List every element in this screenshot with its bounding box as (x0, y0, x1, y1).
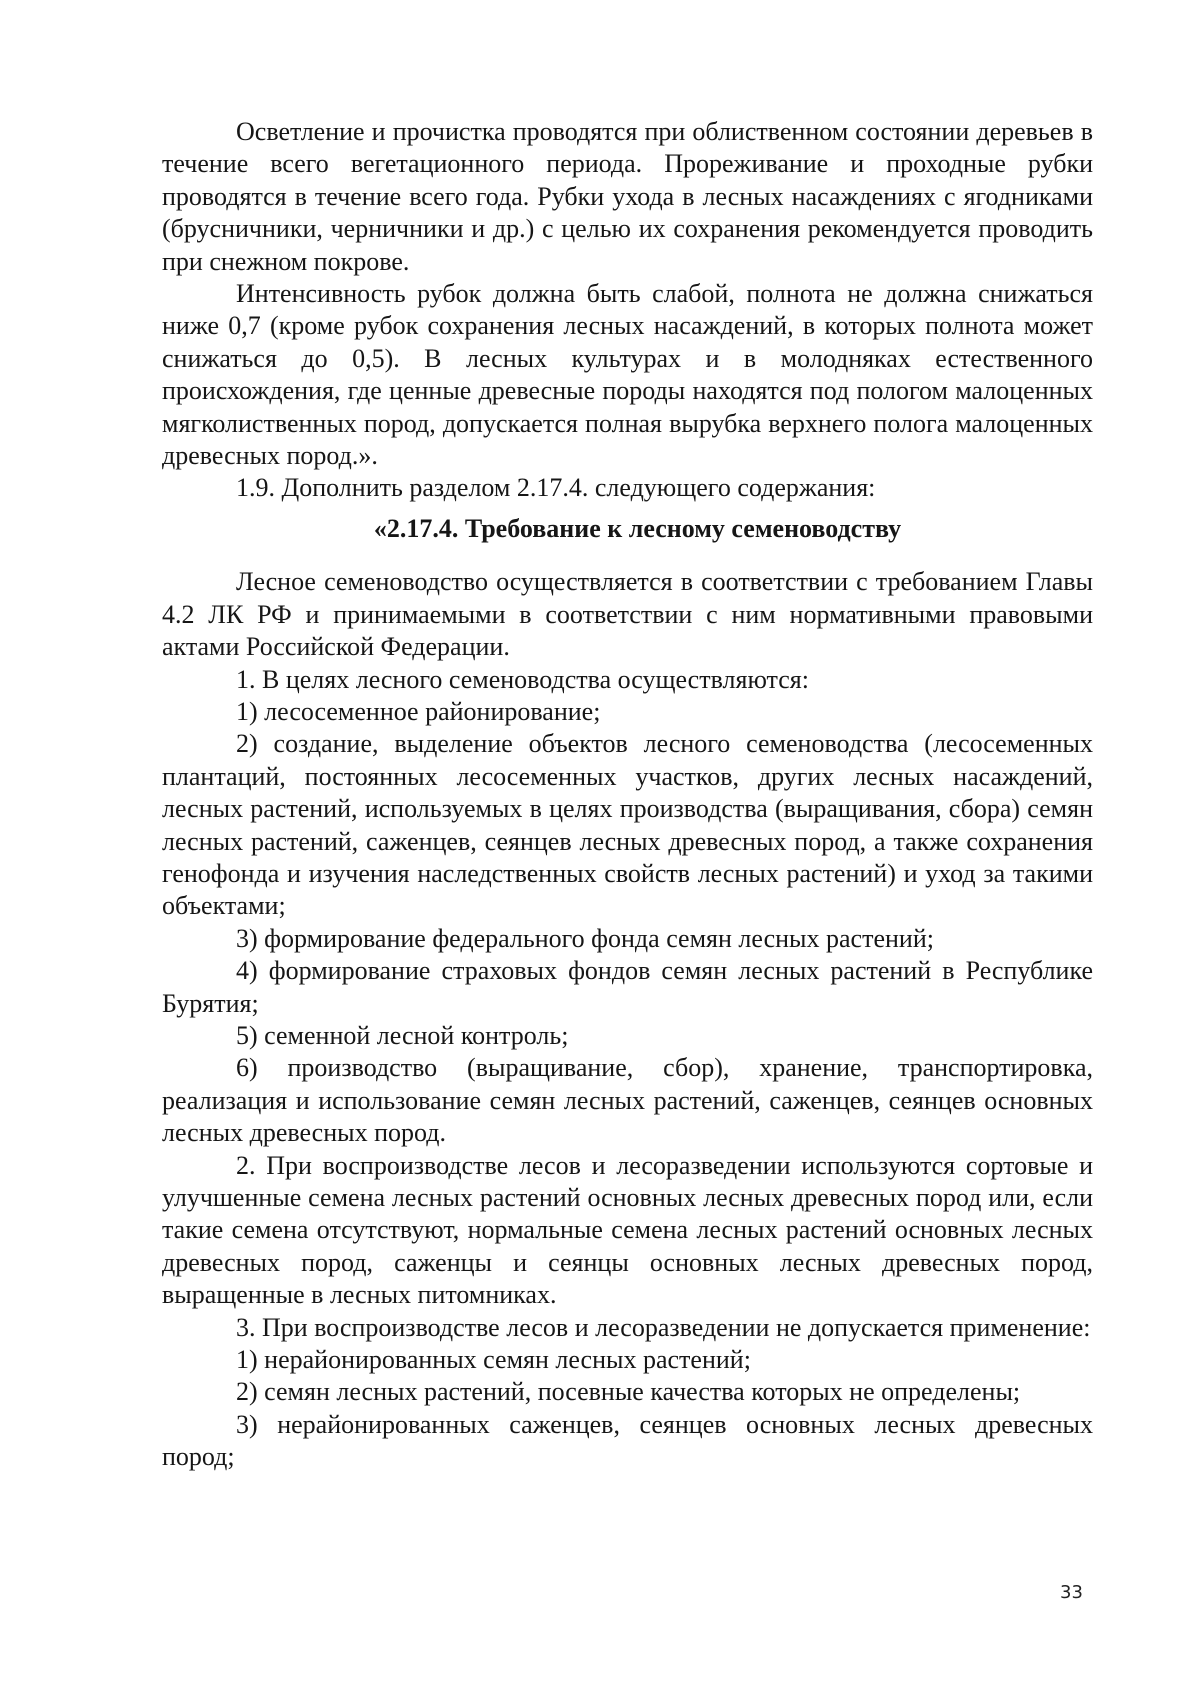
list-item: 3) нерайонированных саженцев, сеянцев основных лесных древесных пород; (162, 1409, 1093, 1472)
list-item: 1) лесосеменное районирование; (236, 696, 601, 726)
list-item: 3. При воспроизводстве лесов и лесоразведении не допускается применение: (236, 1312, 1091, 1342)
list-item: 6) производство (выращивание, сбор), хранение, транспортировка, реализация и использование семян лесных растений, саженцев, сеянцев основных лесных древесных пород. (162, 1053, 1093, 1148)
list-item: 3) формирование федерального фонда семян лесных растений; (236, 923, 934, 953)
paragraph-amendment: 1.9. Дополнить разделом 2.17.4. следующего содержания: (236, 473, 876, 503)
list-item: 2) семян лесных растений, посевные качества которых не определены; (236, 1377, 1021, 1407)
list-item: 2) создание, выделение объектов лесного семеноводства (лесосеменных плантаций, постоянных лесосеменных участков, других лесных насаждений, лесных растений, используемых в целях производства (выращивания, сбора) семян лесных растений, саженцев, сеянцев лесных древесных пород, а также сохранения генофонда и изучения наследственных свойств лесных растений) и уход за такими объектами; (162, 729, 1093, 921)
list-item: 1. В целях лесного семеноводства осуществляются: (236, 664, 809, 694)
list-item: 4) формирование страховых фондов семян лесных растений в Республике Бурятия; (162, 956, 1093, 1018)
section-intro: Лесное семеноводство осуществляется в соответствии с требованием Главы 4.2 ЛК РФ и принимаемыми в соответствии с ним нормативными правовыми актами Российской Федерации. (162, 567, 1093, 662)
list-item: 5) семенной лесной контроль; (236, 1020, 569, 1050)
list-item: 1) нерайонированных семян лесных растений; (236, 1345, 751, 1375)
list-item: 2. При воспроизводстве лесов и лесоразведении используются сортовые и улучшенные семена лесных растений основных лесных древесных пород или, если такие семена отсутствуют, нормальные семена лесных растений основных лесных древесных пород, саженцы и сеянцы основных лесных древесных пород, выращенные в лесных питомниках. (162, 1150, 1093, 1310)
paragraph-cleaning: Осветление и прочистка проводятся при облиственном состоянии деревьев в течение всего вегетационного периода. Прореживание и проходные рубки проводятся в течение всего года. Рубки ухода в лесных насаждениях с ягодниками (брусничники, черничники и др.) с целью их сохранения рекомендуется проводить при снежном покрове. (162, 117, 1093, 276)
section-heading: «2.17.4. Требование к лесному семеноводству (373, 513, 902, 543)
paragraph-intensity: Интенсивность рубок должна быть слабой, полнота не должна снижаться ниже 0,7 (кроме рубок сохранения лесных насаждений, в которых полнота может снижаться до 0,5). В лесных культурах и в молодняках естественного происхождения, где ценные древесные породы находятся под пологом малоценных мягколиственных пород, допускается полная вырубка верхнего полога малоценных древесных пород.». (162, 279, 1093, 471)
page-number: 33 (1060, 1582, 1083, 1603)
document-body (162, 116, 1093, 1474)
